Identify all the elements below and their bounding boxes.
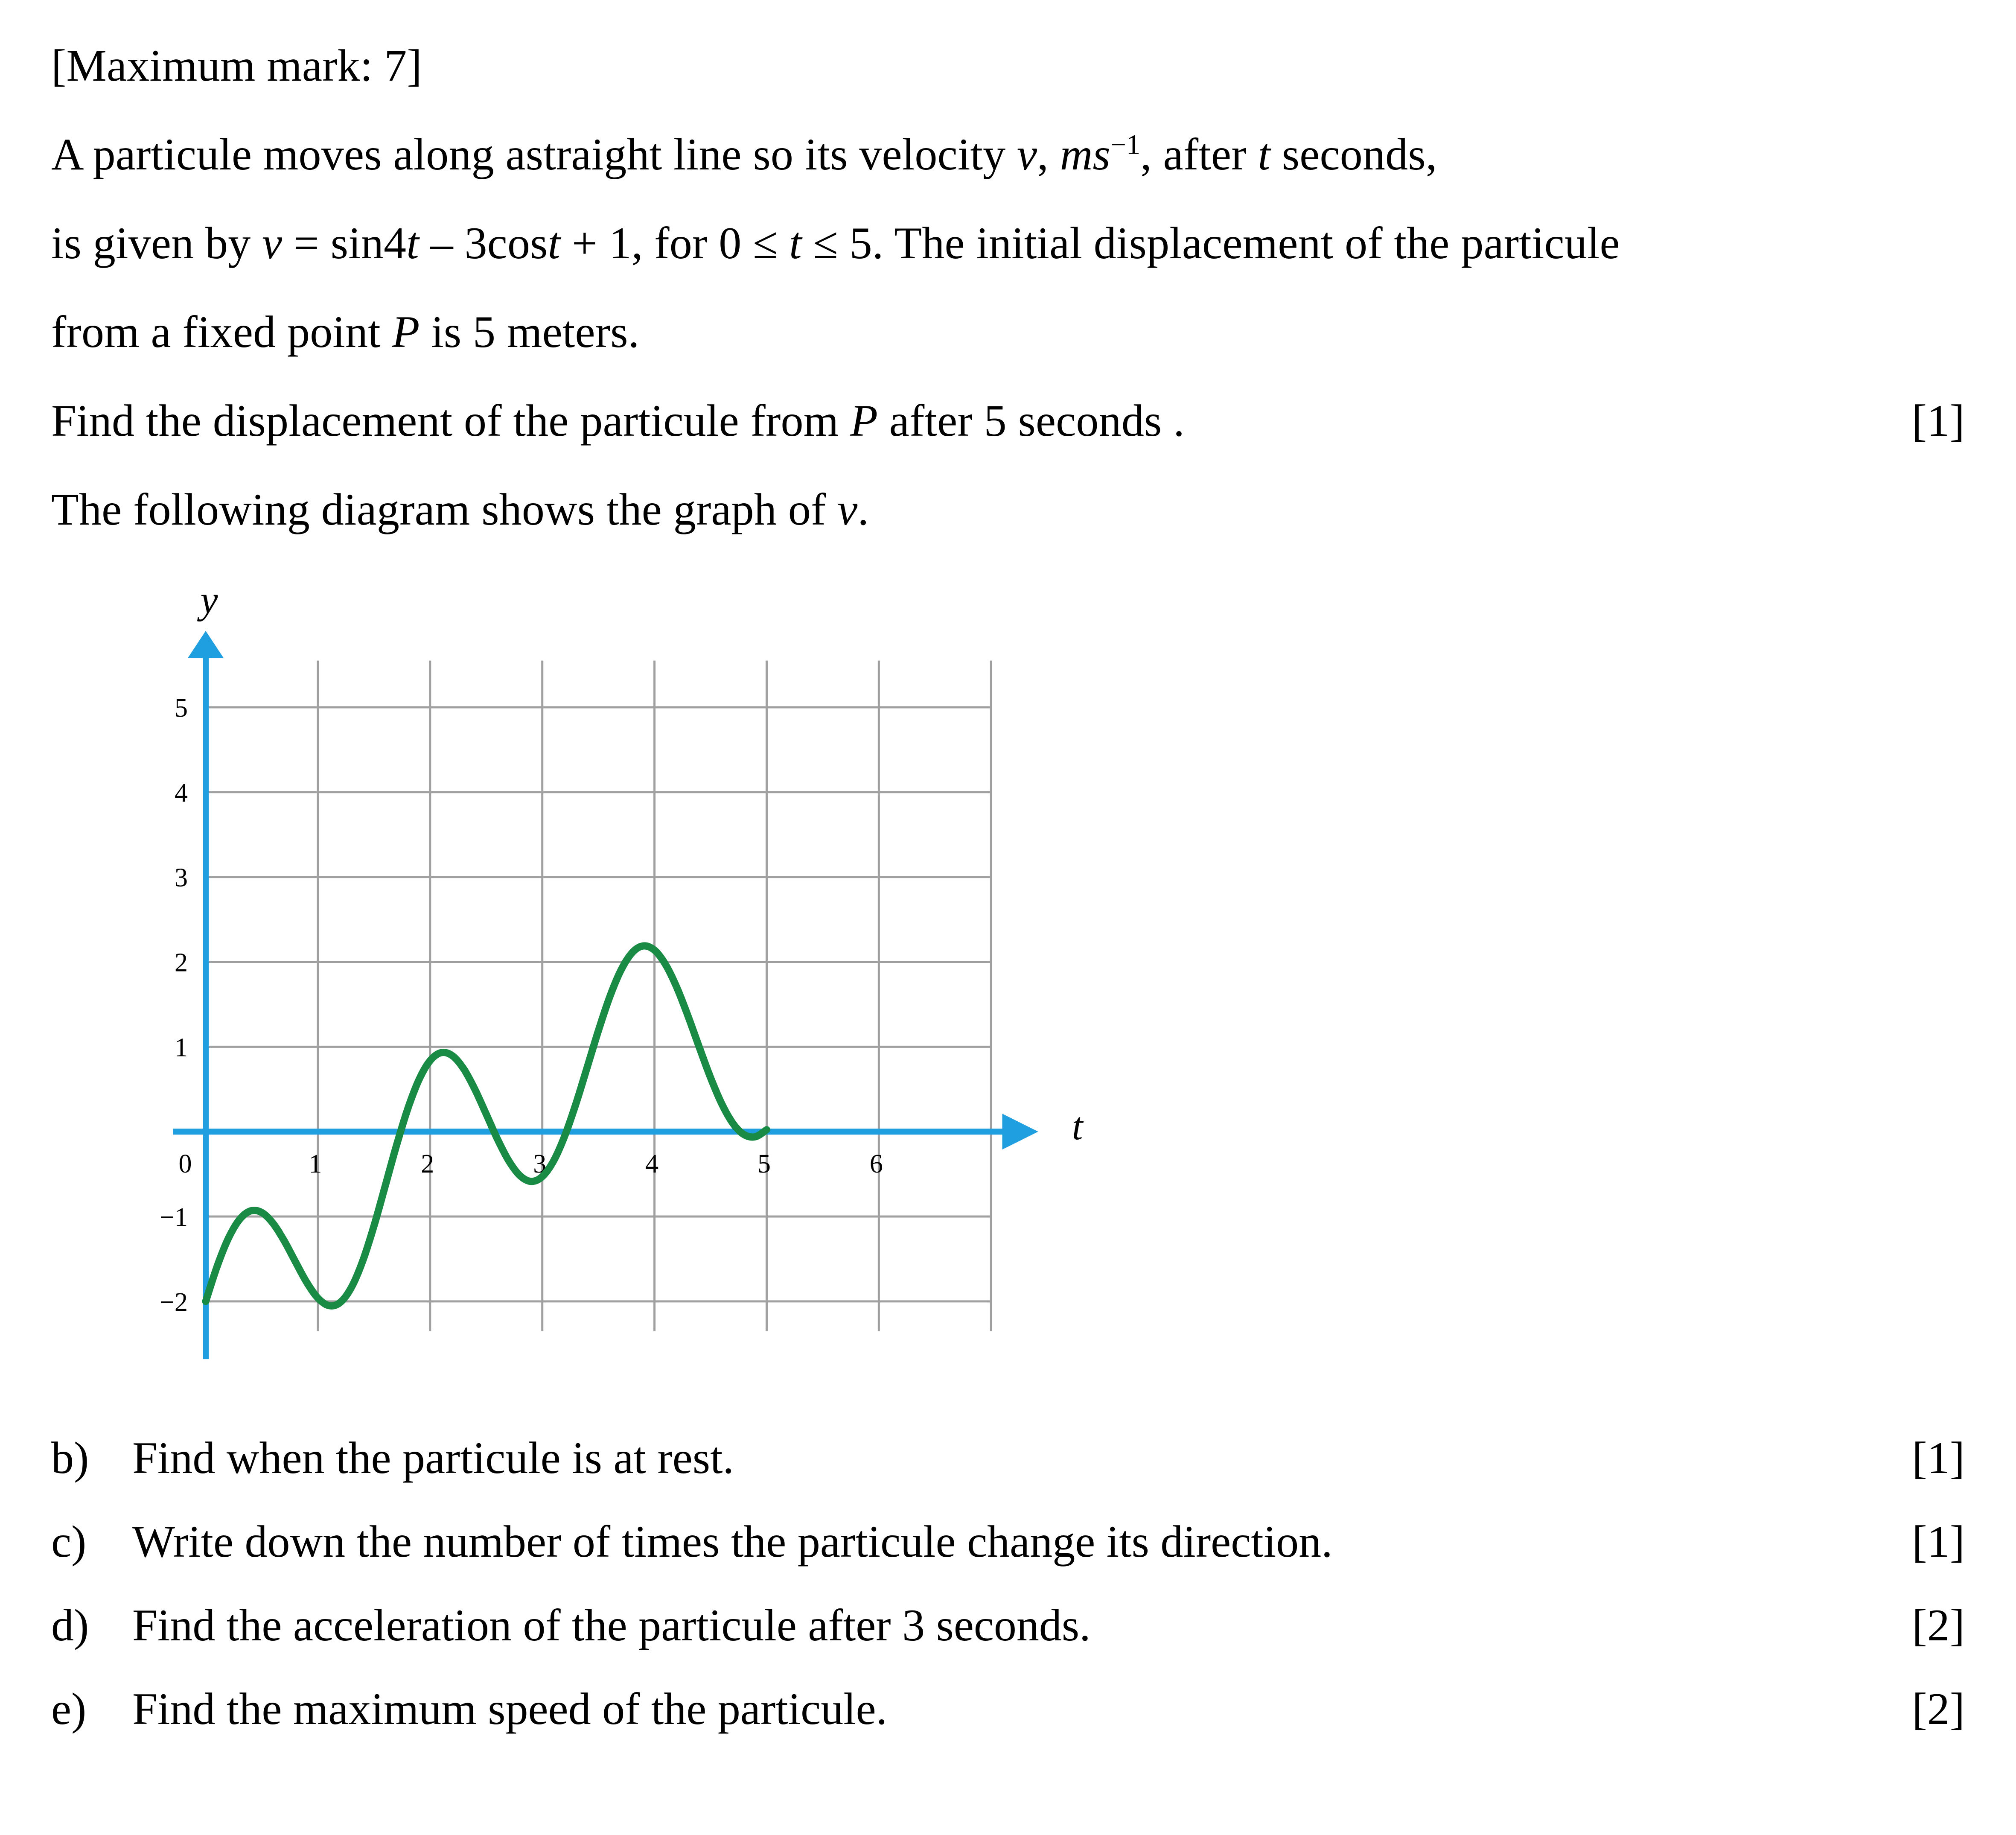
math-var-t-range: t: [789, 218, 802, 268]
math-units-exponent: −1: [1110, 129, 1141, 160]
question-label: e): [51, 1684, 87, 1734]
question-label: d): [51, 1600, 89, 1650]
stem-line-2: [51, 199, 1965, 288]
y-tick-label: 2: [175, 948, 188, 977]
question-text: Write down the number of times the particule change its direction.: [132, 1517, 1333, 1567]
math-var-v: v: [1017, 129, 1037, 179]
stem-line-1-text-c: seconds,: [1270, 129, 1437, 179]
graph-tick-labels: [160, 694, 883, 1317]
stem-line-3-text-b: is 5 meters.: [420, 307, 640, 357]
question-a-text-b: after 5 seconds .: [878, 396, 1185, 446]
question-label: b): [51, 1433, 89, 1483]
question-a-mark: [1]: [1911, 396, 1965, 446]
stem-line-2-text-a: is given by: [51, 218, 262, 268]
stem-line-3-text-a: from a fixed point: [51, 307, 392, 357]
x-tick-label: 6: [869, 1149, 883, 1179]
math-var-t-cos: t: [548, 218, 561, 268]
x-tick-label: 4: [645, 1149, 659, 1179]
question-text: Find when the particule is at rest.: [132, 1433, 734, 1483]
stem-line-2-text-c: ≤ 5. The initial displacement of the particule: [801, 218, 1620, 268]
question-mark: [1]: [1912, 1433, 1965, 1483]
math-point-P: P: [392, 307, 420, 357]
stem-line-1-text-b: , after: [1140, 129, 1258, 179]
question-row: [51, 1416, 1965, 1500]
stem-line-1-text-a: A particule moves along astraight line so its velocity: [51, 129, 1017, 179]
question-a-line: [51, 376, 1965, 465]
math-var-t-sin: t: [406, 218, 419, 268]
question-mark: [2]: [1912, 1600, 1965, 1650]
x-tick-label: 2: [421, 1149, 434, 1179]
x-tick-label: 1: [309, 1149, 322, 1179]
graph-svg: [60, 580, 1084, 1391]
x-tick-label: 3: [533, 1149, 547, 1179]
maximum-mark-text: [Maximum mark: 7]: [51, 41, 422, 90]
stem-line-1-comma: ,: [1037, 129, 1060, 179]
diagram-intro-line: [51, 465, 1965, 554]
diagram-intro-period: .: [857, 484, 869, 534]
stem-line-2-text-b: , for 0 ≤: [631, 218, 790, 268]
velocity-time-graph: [60, 580, 1084, 1391]
y-axis-arrowhead: [188, 631, 224, 658]
graph-axis-labels: [197, 580, 1084, 1148]
x-tick-label: 5: [757, 1149, 771, 1179]
question-text: Find the maximum speed of the particule.: [132, 1684, 888, 1734]
math-var-v-3: v: [837, 484, 858, 534]
question-list: [51, 1416, 1965, 1751]
question-row: [51, 1667, 1965, 1751]
math-var-t: t: [1258, 129, 1271, 179]
question-a-text-a: Find the displacement of the particule from: [51, 396, 851, 446]
y-tick-label: 1: [175, 1033, 188, 1062]
question-label: c): [51, 1517, 87, 1567]
x-tick-label: 0: [178, 1149, 192, 1179]
question-mark: [2]: [1912, 1684, 1965, 1734]
y-tick-label: −2: [160, 1287, 188, 1317]
velocity-curve: [206, 946, 766, 1306]
y-tick-label: 3: [175, 863, 188, 893]
question-text: Find the acceleration of the particule after 3 seconds.: [132, 1600, 1091, 1650]
math-units-ms: ms: [1060, 129, 1110, 179]
stem-line-1: [51, 110, 1965, 199]
y-tick-label: 5: [175, 693, 188, 723]
diagram-intro-text: The following diagram shows the graph of: [51, 484, 838, 534]
graph-gridlines: [206, 661, 991, 1331]
question-mark: [1]: [1912, 1517, 1965, 1567]
math-cos-term: 3cos: [464, 218, 548, 268]
math-point-P-2: P: [850, 396, 878, 446]
question-row: [51, 1500, 1965, 1584]
math-plus-one: + 1: [560, 218, 632, 268]
math-equals: =: [282, 218, 331, 268]
math-minus: –: [419, 218, 465, 268]
question-row: [51, 1584, 1965, 1667]
y-tick-label: −1: [160, 1203, 188, 1232]
graph-axes: [173, 631, 1038, 1359]
math-sin-term: sin4: [330, 218, 407, 268]
x-axis-label: t: [1072, 1104, 1083, 1148]
y-tick-label: 4: [175, 778, 188, 808]
y-axis-label: y: [200, 580, 218, 621]
stem-line-3: [51, 288, 1965, 376]
graph-curve: [206, 946, 766, 1306]
x-axis-arrowhead: [1002, 1114, 1038, 1149]
math-var-v-2: v: [262, 218, 283, 268]
maximum-mark-heading: [51, 0, 1965, 110]
